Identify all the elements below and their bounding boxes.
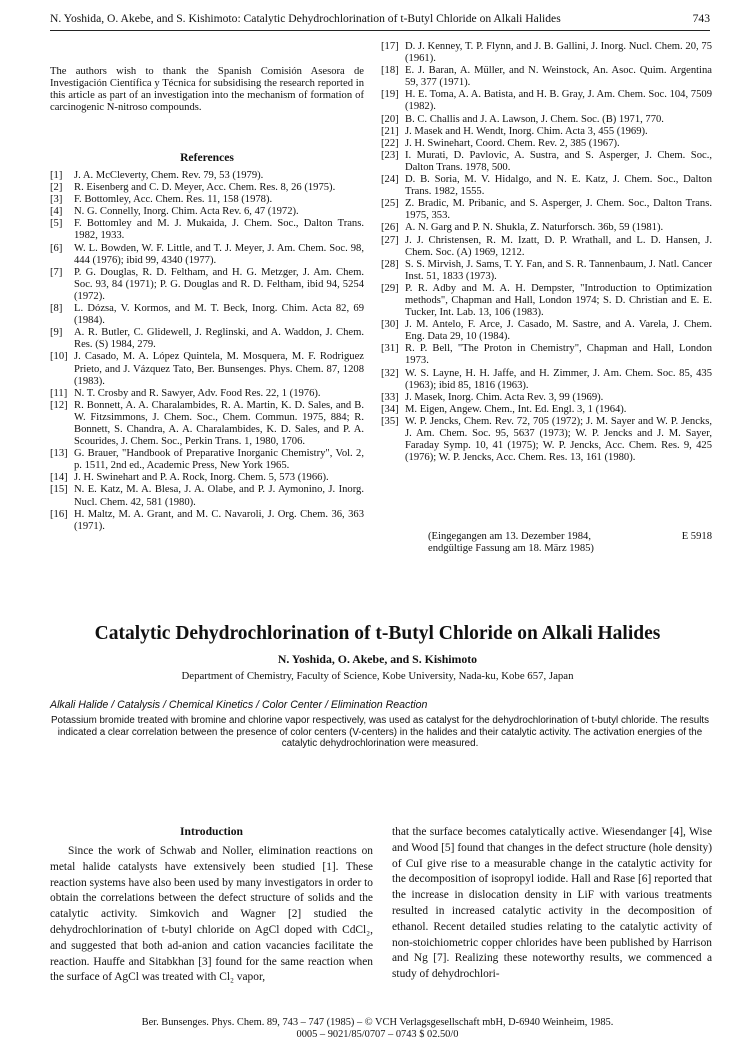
reference-item [381, 41, 712, 65]
reference-item [381, 416, 712, 464]
reference-item [50, 206, 364, 218]
article-affiliation: Department of Chemistry, Faculty of Science, Kobe University, Nada-ku, Kobe 657, Japan [181, 670, 574, 682]
reference-number: [31] [381, 343, 399, 355]
reference-text: J. H. Swinehart, Coord. Chem. Rev. 2, 385 (1967). [405, 137, 620, 149]
reference-number: [17] [381, 41, 399, 52]
reference-number: [21] [381, 125, 399, 137]
reference-item [50, 472, 364, 484]
reference-item [50, 243, 364, 267]
reference-item [381, 126, 712, 138]
reference-text: J. M. Antelo, F. Arce, J. Casado, M. Sastre, and A. Varela, J. Chem. Eng. Data 29, 10 (1984). [405, 319, 712, 343]
reference-text: H. Maltz, M. A. Grant, and M. C. Navaroli, J. Org. Chem. 36, 363 (1971). [74, 508, 364, 532]
reference-text: N. E. Katz, M. A. Blesa, J. A. Olabe, and P. J. Aymonino, J. Inorg. Nucl. Chem. 42, 581 (1980). [74, 484, 364, 508]
issn-line: 0005 – 9021/85/0707 – 0743 $ 02.50/0 [296, 1029, 459, 1040]
reference-item [50, 351, 364, 387]
reference-number: [18] [381, 65, 399, 77]
introduction-heading: Introduction [180, 825, 243, 838]
reference-text: J. Masek, Inorg. Chim. Acta Rev. 3, 99 (1969). [405, 391, 604, 403]
reference-number: [33] [381, 391, 399, 403]
reference-number: [13] [50, 448, 68, 460]
reference-number: [2] [50, 182, 63, 194]
reference-item [50, 303, 364, 327]
reference-text: I. Murati, D. Pavlovic, A. Sustra, and S. Asperger, J. Chem. Soc., Dalton Trans. 1978, 500. [405, 149, 712, 173]
reference-number: [7] [50, 266, 63, 278]
reference-text: N. T. Crosby and R. Sawyer, Adv. Food Res. 22, 1 (1976). [74, 387, 321, 399]
reference-number: [22] [381, 137, 399, 149]
reference-item [50, 327, 364, 351]
reference-number: [26] [381, 222, 399, 234]
reference-item [50, 388, 364, 400]
reference-item [381, 343, 712, 367]
acknowledgement: The authors wish to thank the Spanish Comisión Asesora de Investigación Científica y Técnica for subsidising the research reported in this article as part of an investigation into the mechanism of formation of carcinogenic N-nitroso compounds. [50, 66, 364, 114]
reference-item [381, 198, 712, 222]
final-version-date: endgültige Fassung am 18. März 1985) [428, 543, 594, 555]
citation-line: Ber. Bunsenges. Phys. Chem. 89, 743 – 747 (1985) – © VCH Verlagsgesellschaft mbH, D-6940 Weinheim, 1985. [141, 1017, 614, 1028]
reference-item [381, 404, 712, 416]
reference-text: J. J. Christensen, R. M. Izatt, D. P. Wrathall, and L. D. Hansen, J. Chem. Soc. (A) 1969, 1212. [405, 234, 712, 258]
reference-item [381, 174, 712, 198]
reference-text: R. P. Bell, "The Proton in Chemistry", Chapman and Hall, London 1973. [405, 343, 712, 367]
reference-number: [30] [381, 319, 399, 331]
reference-item [50, 509, 364, 533]
reference-text: R. Bonnett, A. A. Charalambides, R. A. Martin, K. D. Sales, and B. W. Fitzsimmons, J. Chem. Soc., Chem. Commun. 1975, 884; R. Bonnett, S. Chandra, A. A. Charalambides, K. D. Sales, and P. A. Scourides, J. Chem. Soc., Perkin Trans. 1, 1980, 1706. [74, 399, 364, 448]
reference-item [381, 319, 712, 343]
reference-item [50, 400, 364, 448]
reference-item [381, 138, 712, 150]
reference-item [50, 182, 364, 194]
reference-number: [20] [381, 113, 399, 125]
reference-text: W. S. Layne, H. H. Jaffe, and H. Zimmer, J. Am. Chem. Soc. 85, 435 (1963); ibid 85, 1816 (1963). [405, 367, 712, 391]
reference-item [50, 448, 364, 472]
reference-item [50, 267, 364, 303]
reference-text: M. Eigen, Angew. Chem., Int. Ed. Engl. 3, 1 (1964). [405, 403, 627, 415]
reference-text: B. C. Challis and J. A. Lawson, J. Chem. Soc. (B) 1971, 770. [405, 113, 664, 125]
article-abstract: Potassium bromide treated with bromine and chlorine vapor respectively, was used as catalyst for the dehydrochlorination of t-butyl chloride. The results indicated a clear correlation between the presence of color centers (V-centers) in the halides and their catalytic activity. The activation energies of the catalytic dehydrochlorination were measured. [51, 715, 709, 750]
reference-number: [34] [381, 403, 399, 415]
reference-number: [8] [50, 303, 63, 315]
reference-number: [3] [50, 194, 63, 206]
reference-item [381, 65, 712, 89]
reference-text: J. Masek and H. Wendt, Inorg. Chim. Acta 3, 455 (1969). [405, 125, 648, 137]
article-keywords: Alkali Halide / Catalysis / Chemical Kinetics / Color Center / Elimination Reaction [50, 699, 428, 711]
reference-number: [28] [381, 258, 399, 270]
reference-text: A. N. Garg and P. N. Shukla, Z. Naturforsch. 36b, 59 (1981). [405, 222, 664, 234]
reference-text: D. B. Soria, M. V. Hidalgo, and N. E. Katz, J. Chem. Soc., Dalton Trans. 1982, 1555. [405, 174, 712, 198]
references-heading: References [180, 151, 234, 164]
reference-item [381, 235, 712, 259]
reference-text: F. Bottomley and M. J. Mukaida, J. Chem. Soc., Dalton Trans. 1982, 1933. [74, 218, 364, 242]
reference-item [381, 222, 712, 234]
reference-number: [5] [50, 218, 63, 230]
reference-text: A. R. Butler, C. Glidewell, J. Reglinski, and A. Waddon, J. Chem. Res. (S) 1984, 279. [74, 327, 364, 351]
reference-item [381, 392, 712, 404]
reference-text: P. R. Adby and M. A. H. Dempster, "Introduction to Optimization methods", Chapman and Hall, London 1974; S. D. Christian and E. E. Tucker, Int. Lab. 13, 106 (1983). [405, 282, 712, 319]
reference-text: R. Eisenberg and C. D. Meyer, Acc. Chem. Res. 8, 26 (1975). [74, 182, 336, 194]
reference-item [381, 368, 712, 392]
reference-item [381, 89, 712, 113]
article-title: Catalytic Dehydrochlorination of t-Butyl Chloride on Alkali Halides [94, 623, 661, 644]
introduction-text-right: that the surface becomes catalytically active. Wiesendanger [4], Wise and Wood [5] found that changes in the defect structure (hole density) of CuI give rise to a measurable change in the catalytic activity for the decomposition of isopropyl iodide. Hall and Rase [6] reported that the increase in dislocation density in LiF with various treatments resulted in increased catalytic activity in the decomposition of ethanol. Recent detailed studies relating to the catalytic activity of non-stoichiometric copper chlorides have been published by Harrison and Ng [7]. Realizing these noteworthy results, we commenced a study of dehydrochlori- [392, 826, 712, 981]
introduction-text-left: Since the work of Schwab and Noller, elimination reactions on metal halide catalysts have extensively been studied [1]. These reaction systems have also been used by many investigators in order to obtain the correlations between the defect structure of solids and the catalytic activity. Simkovich and Wagner [2] studied the dehydrochlorination of t-butyl chloride on AgCl doped with CdCl₂, and suggested that both ad-anion and cation vacancies facilitate the reaction. Hauffe and Sitabkhan [3] found for the same reaction when the surface of AgCl was treated with Cl₂ vapor, [50, 845, 373, 984]
reference-list-left [50, 170, 364, 533]
reference-number: [15] [50, 484, 68, 496]
reference-item [381, 259, 712, 283]
reference-text: E. J. Baran, A. Müller, and N. Weinstock, An. Asoc. Quim. Argentina 59, 377 (1971). [405, 65, 712, 89]
page-footer [0, 1017, 755, 1041]
reference-item [381, 114, 712, 126]
reference-number: [9] [50, 327, 63, 339]
reference-number: [24] [381, 174, 399, 186]
reference-text: H. E. Toma, A. A. Batista, and H. B. Gray, J. Am. Chem. Soc. 104, 7509 (1982). [405, 89, 712, 113]
reference-number: [23] [381, 149, 399, 161]
reference-text: J. H. Swinehart and P. A. Rock, Inorg. Chem. 5, 573 (1966). [74, 472, 329, 484]
reference-number: [1] [50, 170, 63, 181]
reference-item [50, 194, 364, 206]
reference-item [50, 218, 364, 242]
reference-number: [10] [50, 351, 68, 363]
reference-text: N. G. Connelly, Inorg. Chim. Acta Rev. 6, 47 (1972). [74, 206, 299, 218]
reference-item [50, 170, 364, 182]
reference-item [381, 283, 712, 319]
reference-text: J. Casado, M. A. López Quintela, M. Mosquera, M. F. Rodriguez Prieto, and J. Vázquez Tato, Ber. Bunsenges. Phys. Chem. 87, 1208 (1983). [74, 351, 364, 387]
reference-text: P. G. Douglas, R. D. Feltham, and H. G. Metzger, J. Am. Chem. Soc. 93, 84 (1971); P. G. Douglas and R. D. Feltham, ibid 94, 5254 (1972). [74, 266, 364, 302]
reference-number: [14] [50, 472, 68, 484]
manuscript-code: E 5918 [681, 531, 712, 542]
reference-item [381, 150, 712, 174]
running-title: N. Yoshida, O. Akebe, and S. Kishimoto: Catalytic Dehydrochlorination of t-Butyl Chloride on Alkali Halides [50, 12, 561, 25]
reference-item [50, 484, 364, 508]
reference-number: [4] [50, 206, 63, 218]
reference-text: S. S. Mirvish, J. Sams, T. Y. Fan, and S. R. Tannenbaum, J. Natl. Cancer Inst. 51, 1833 (1973). [405, 258, 712, 282]
header-rule [50, 30, 710, 31]
reference-text: W. L. Bowden, W. F. Little, and T. J. Meyer, J. Am. Chem. Soc. 98, 444 (1976); ibid 99, 4340 (1977). [74, 242, 364, 266]
article-authors: N. Yoshida, O. Akebe, and S. Kishimoto [277, 652, 478, 666]
reference-number: [19] [381, 89, 399, 101]
received-date: (Eingegangen am 13. Dezember 1984, [428, 531, 591, 542]
reference-number: [27] [381, 234, 399, 246]
reference-number: [29] [381, 282, 399, 294]
reference-number: [35] [381, 415, 399, 427]
reference-text: W. P. Jencks, Chem. Rev. 72, 705 (1972); J. M. Sayer and W. P. Jencks, J. Am. Chem. Soc. 95, 5637 (1973); W. P. Jencks and J. M. Sayer, Faraday Symp. 10, 41 (1975); W. P. Jencks, Acc. Chem. Res. 9, 425 (1976); W. P. Jencks, Acc. Chem. Res. 13, 161 (1980). [405, 415, 712, 464]
reference-text: L. Dózsa, V. Kormos, and M. T. Beck, Inorg. Chim. Acta 82, 69 (1984). [74, 303, 364, 327]
reference-text: J. A. McCleverty, Chem. Rev. 79, 53 (1979). [74, 170, 264, 181]
reference-number: [32] [381, 367, 399, 379]
received-note [428, 531, 712, 555]
reference-text: G. Brauer, "Handbook of Preparative Inorganic Chemistry", Vol. 2, p. 1511, 2nd ed., Academic Press, New York 1965. [74, 448, 364, 472]
reference-number: [6] [50, 242, 63, 254]
page-number: 743 [692, 12, 710, 25]
reference-number: [16] [50, 508, 68, 520]
reference-number: [25] [381, 198, 399, 210]
reference-text: D. J. Kenney, T. P. Flynn, and J. B. Gallini, J. Inorg. Nucl. Chem. 20, 75 (1961). [405, 41, 712, 65]
reference-text: Z. Bradic, M. Pribanic, and S. Asperger, J. Chem. Soc., Dalton Trans. 1975, 353. [405, 198, 712, 222]
reference-number: [12] [50, 399, 68, 411]
reference-list-right [381, 41, 712, 464]
reference-number: [11] [50, 387, 68, 399]
reference-text: F. Bottomley, Acc. Chem. Res. 11, 158 (1978). [74, 194, 273, 206]
